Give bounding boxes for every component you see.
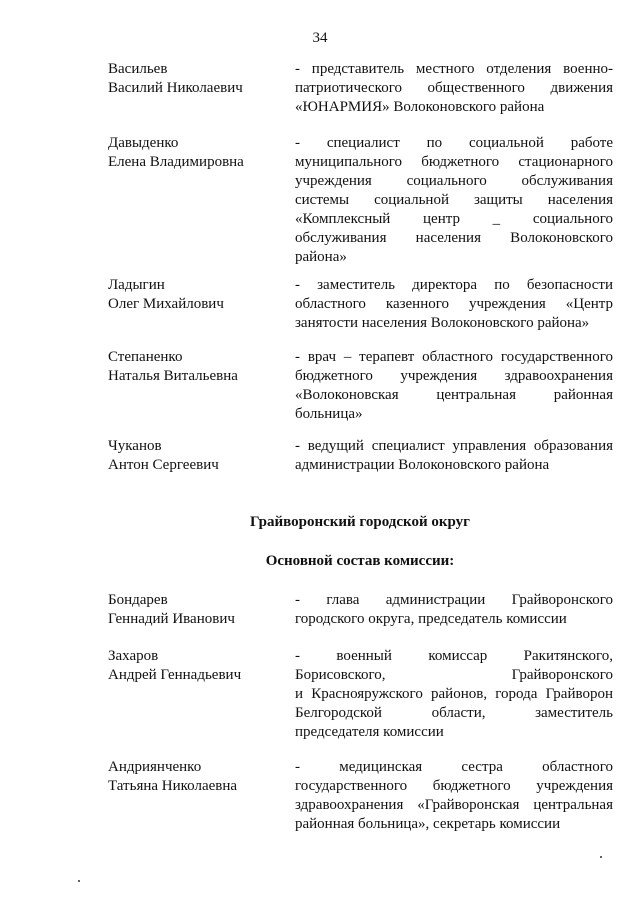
member-surname: Захаров xyxy=(108,648,159,664)
role-line: «Комплексный центр _ социального xyxy=(295,211,613,227)
role-line: больница» xyxy=(295,406,363,422)
role-line: - ведущий специалист управления образования xyxy=(295,438,613,454)
member-surname: Ладыгин xyxy=(108,277,165,293)
role-line: муниципального бюджетного стационарного xyxy=(295,154,613,170)
district-heading: Грайворонский городской округ xyxy=(250,514,470,530)
member-surname: Давыденко xyxy=(108,135,179,151)
role-line: - представитель местного отделения военно- xyxy=(295,61,613,77)
role-line: - врач – терапевт областного государственного xyxy=(295,349,613,365)
member-given-name: Татьяна Николаевна xyxy=(108,778,238,794)
member-given-name: Наталья Витальевна xyxy=(108,368,238,384)
member-given-name: Антон Сергеевич xyxy=(108,457,219,473)
role-line: обслуживания населения Волоконовского xyxy=(295,230,613,246)
member-role xyxy=(295,348,613,424)
member-surname: Андриянченко xyxy=(108,759,202,775)
role-line: - заместитель директора по безопасности xyxy=(295,277,613,293)
scan-speck xyxy=(78,880,80,882)
role-line: - военный комиссар Ракитянского, xyxy=(295,648,613,664)
member-given-name: Геннадий Иванович xyxy=(108,611,235,627)
role-line: областного казенного учреждения «Центр xyxy=(295,296,613,312)
member-role xyxy=(295,758,613,834)
role-line: и Краснояружского районов, города Грайворон xyxy=(295,686,613,702)
member-surname: Чуканов xyxy=(108,438,162,454)
member-role xyxy=(295,134,613,267)
member-name xyxy=(108,647,283,685)
role-line: - глава администрации Грайворонского xyxy=(295,592,613,608)
role-line: здравоохранения «Грайворонская центральная xyxy=(295,797,613,813)
member-given-name: Олег Михайлович xyxy=(108,296,224,312)
role-line: администрации Волоконовского района xyxy=(295,457,550,473)
role-line: занятости населения Волоконовского района» xyxy=(295,315,590,331)
role-line: «ЮНАРМИЯ» Волоконовского района xyxy=(295,99,545,115)
member-role xyxy=(295,591,613,629)
member-role xyxy=(295,647,613,742)
member-name xyxy=(108,60,283,98)
role-line: - медицинская сестра областного xyxy=(295,759,613,775)
member-name xyxy=(108,437,283,475)
scan-speck xyxy=(600,856,602,858)
member-name xyxy=(108,758,283,796)
role-line: патриотического общественного движения xyxy=(295,80,613,96)
role-line: Борисовского, Грайворонского xyxy=(295,667,613,683)
composition-heading: Основной состав комиссии: xyxy=(265,553,455,569)
member-surname: Степаненко xyxy=(108,349,183,365)
member-given-name: Елена Владимировна xyxy=(108,154,244,170)
role-line: районная больница», секретарь комиссии xyxy=(295,816,561,832)
member-given-name: Василий Николаевич xyxy=(108,80,243,96)
role-line: - специалист по социальной работе xyxy=(295,135,613,151)
role-line: района» xyxy=(295,249,347,265)
role-line: председателя комиссии xyxy=(295,724,444,740)
member-name xyxy=(108,348,283,386)
page-number: 34 xyxy=(312,30,328,46)
member-given-name: Андрей Геннадьевич xyxy=(108,667,242,683)
member-surname: Бондарев xyxy=(108,592,168,608)
member-role xyxy=(295,276,613,333)
role-line: городского округа, председатель комиссии xyxy=(295,611,567,627)
member-role xyxy=(295,437,613,475)
member-role xyxy=(295,60,613,117)
member-name xyxy=(108,591,283,629)
role-line: Белгородской области, заместитель xyxy=(295,705,613,721)
role-line: системы социальной защиты населения xyxy=(295,192,613,208)
role-line: «Волоконовская центральная районная xyxy=(295,387,613,403)
member-surname: Васильев xyxy=(108,61,168,77)
member-name xyxy=(108,276,283,314)
role-line: бюджетного учреждения здравоохранения xyxy=(295,368,613,384)
member-name xyxy=(108,134,283,172)
role-line: государственного бюджетного учреждения xyxy=(295,778,613,794)
role-line: учреждения социального обслуживания xyxy=(295,173,613,189)
